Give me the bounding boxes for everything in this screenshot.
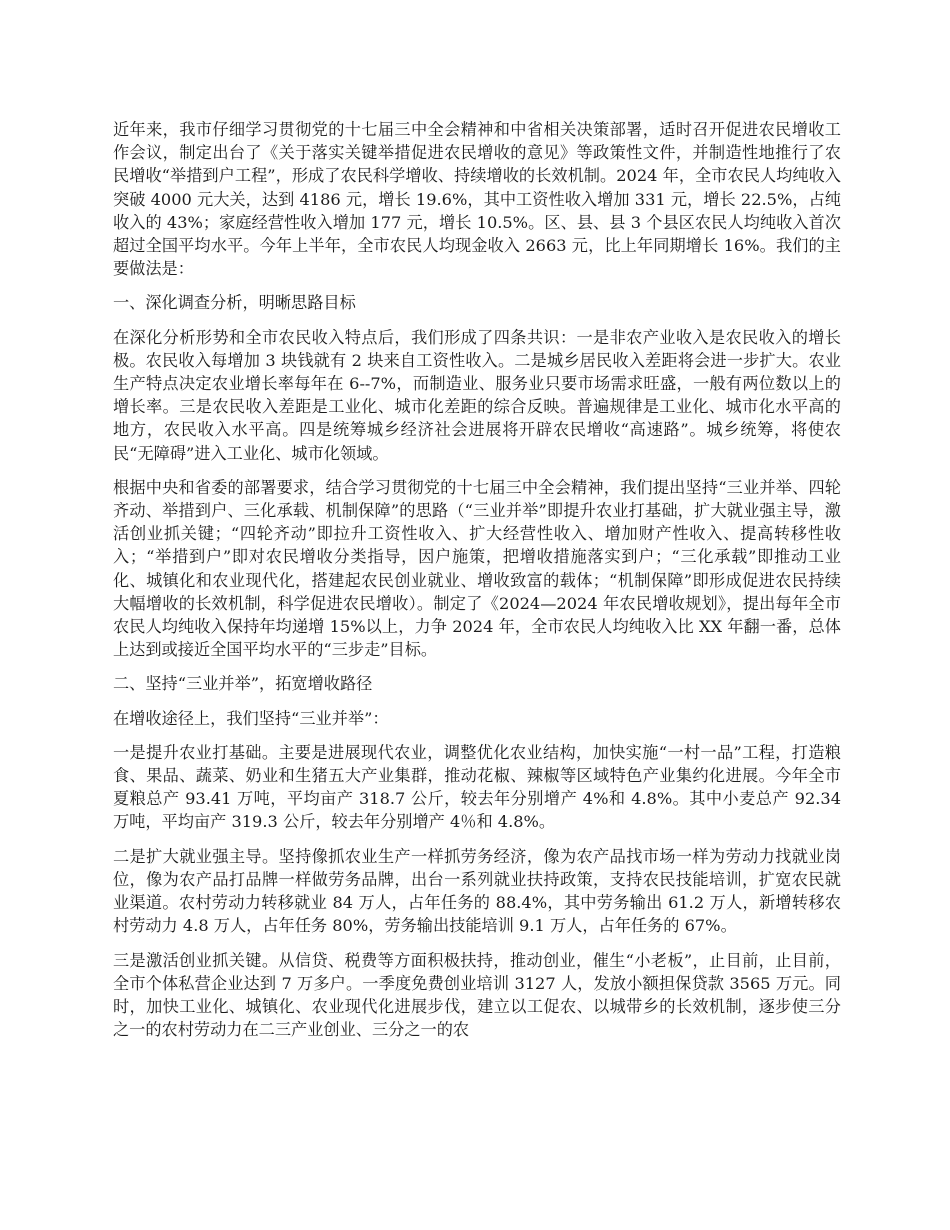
section-heading-2: 二、坚持“三业并举”，拓宽增收路径: [113, 674, 373, 694]
section-heading-1: 一、深化调查分析，明晰思路目标: [113, 293, 356, 313]
agriculture-paragraph: 一是提升农业打基础。主要是进展现代农业，调整优化农业结构，加快实施“一村一品”工程，打造粮食、果品、蔬菜、奶业和生猪五大产业集群，推动花椒、辣椒等区域特色产业集约化进展。今年全市夏粮总产 93.41 万吨，平均亩产 318.7 公斤，较去年分别增产 4%和 4.8%。其中小麦总产 92.34 万吨，平均亩产 319.3 公斤，较去年分别增产 4％和 4.8%。: [113, 742, 841, 832]
path-intro-line: 在增收途径上，我们坚持“三业并举”：: [113, 708, 389, 728]
intro-paragraph: 近年来，我市仔细学习贯彻党的十七届三中全会精神和中省相关决策部署，适时召开促进农民增收工作会议，制定出台了《关于落实关键举措促进农民增收的意见》等政策性文件，并制造性地推行了农民增收“举措到户工程”，形成了农民科学增收、持续增收的长效机制。2024 年，全市农民人均纯收入突破 4000 元大关，达到 4186 元，增长 19.6%，其中工资性收入增加 331 元，增长 22.5%，占纯收入的 43%；家庭经营性收入增加 177 元，增长 10.5%。区、县、县 3 个县区农民人均纯收入首次超过全国平均水平。今年上半年，全市农民人均现金收入 2663 元，比上年同期增长 16%。我们的主要做法是：: [113, 120, 841, 279]
strategy-paragraph: 根据中央和省委的部署要求，结合学习贯彻党的十七届三中全会精神，我们提出坚持“三业并举、四轮齐动、举措到户、三化承载、机制保障”的思路（“三业并举”即提升农业打基础，扩大就业强主导，激活创业抓关键；“四轮齐动”即拉升工资性收入、扩大经营性收入、增加财产性收入、提高转移性收入；“举措到户”即对农民增收分类指导，因户施策，把增收措施落实到户；“三化承载”即推动工业化、城镇化和农业现代化，搭建起农民创业就业、增收致富的载体；“机制保障”即形成促进农民持续大幅增收的长效机制，科学促进农民增收）。制定了《2024—2024 年农民增收规划》，提出每年全市农民人均纯收入保持年均递增 15%以上，力争 2024 年，全市农民人均纯收入比 XX 年翻一番，总体上达到或接近全国平均水平的“三步走”目标。: [113, 477, 841, 660]
employment-paragraph: 二是扩大就业强主导。坚持像抓农业生产一样抓劳务经济，像为农产品找市场一样为劳动力找就业岗位，像为农产品打品牌一样做劳务品牌，出台一系列就业扶持政策，支持农民技能培训，扩宽农民就业渠道。农村劳动力转移就业 84 万人，占年任务的 88.4%，其中劳务输出 61.2 万人，新增转移农村劳动力 4.8 万人，占年任务 80%，劳务输出技能培训 9.1 万人，占年任务的 67%。: [113, 846, 841, 936]
consensus-paragraph: 在深化分析形势和全市农民收入特点后，我们形成了四条共识：一是非农产业收入是农民收入的增长极。农民收入每增加 3 块钱就有 2 块来自工资性收入。二是城乡居民收入差距将会进一步扩大。农业生产特点决定农业增长率每年在 6--7%，而制造业、服务业只要市场需求旺盛，一般有两位数以上的增长率。三是农民收入差距是工业化、城市化差距的综合反映。普遍规律是工业化、城市化水平高的地方，农民收入水平高。四是统筹城乡经济社会进展将开辟农民增收“高速路”。城乡统筹，将使农民“无障碍”进入工业化、城市化领域。: [113, 327, 841, 463]
document-body: [113, 118, 841, 1052]
entrepreneurship-paragraph: 三是激活创业抓关键。从信贷、税费等方面积极扶持，推动创业，催生“小老板”，止目前，止目前，全市个体私营企业达到 7 万多户。一季度免费创业培训 3127 人，发放小额担保贷款 3565 万元。同时，加快工业化、城镇化、农业现代化进展步伐，建立以工促农、以城带乡的长效机制，逐步使三分之一的农村劳动力在二三产业创业、三分之一的农: [113, 950, 841, 1040]
